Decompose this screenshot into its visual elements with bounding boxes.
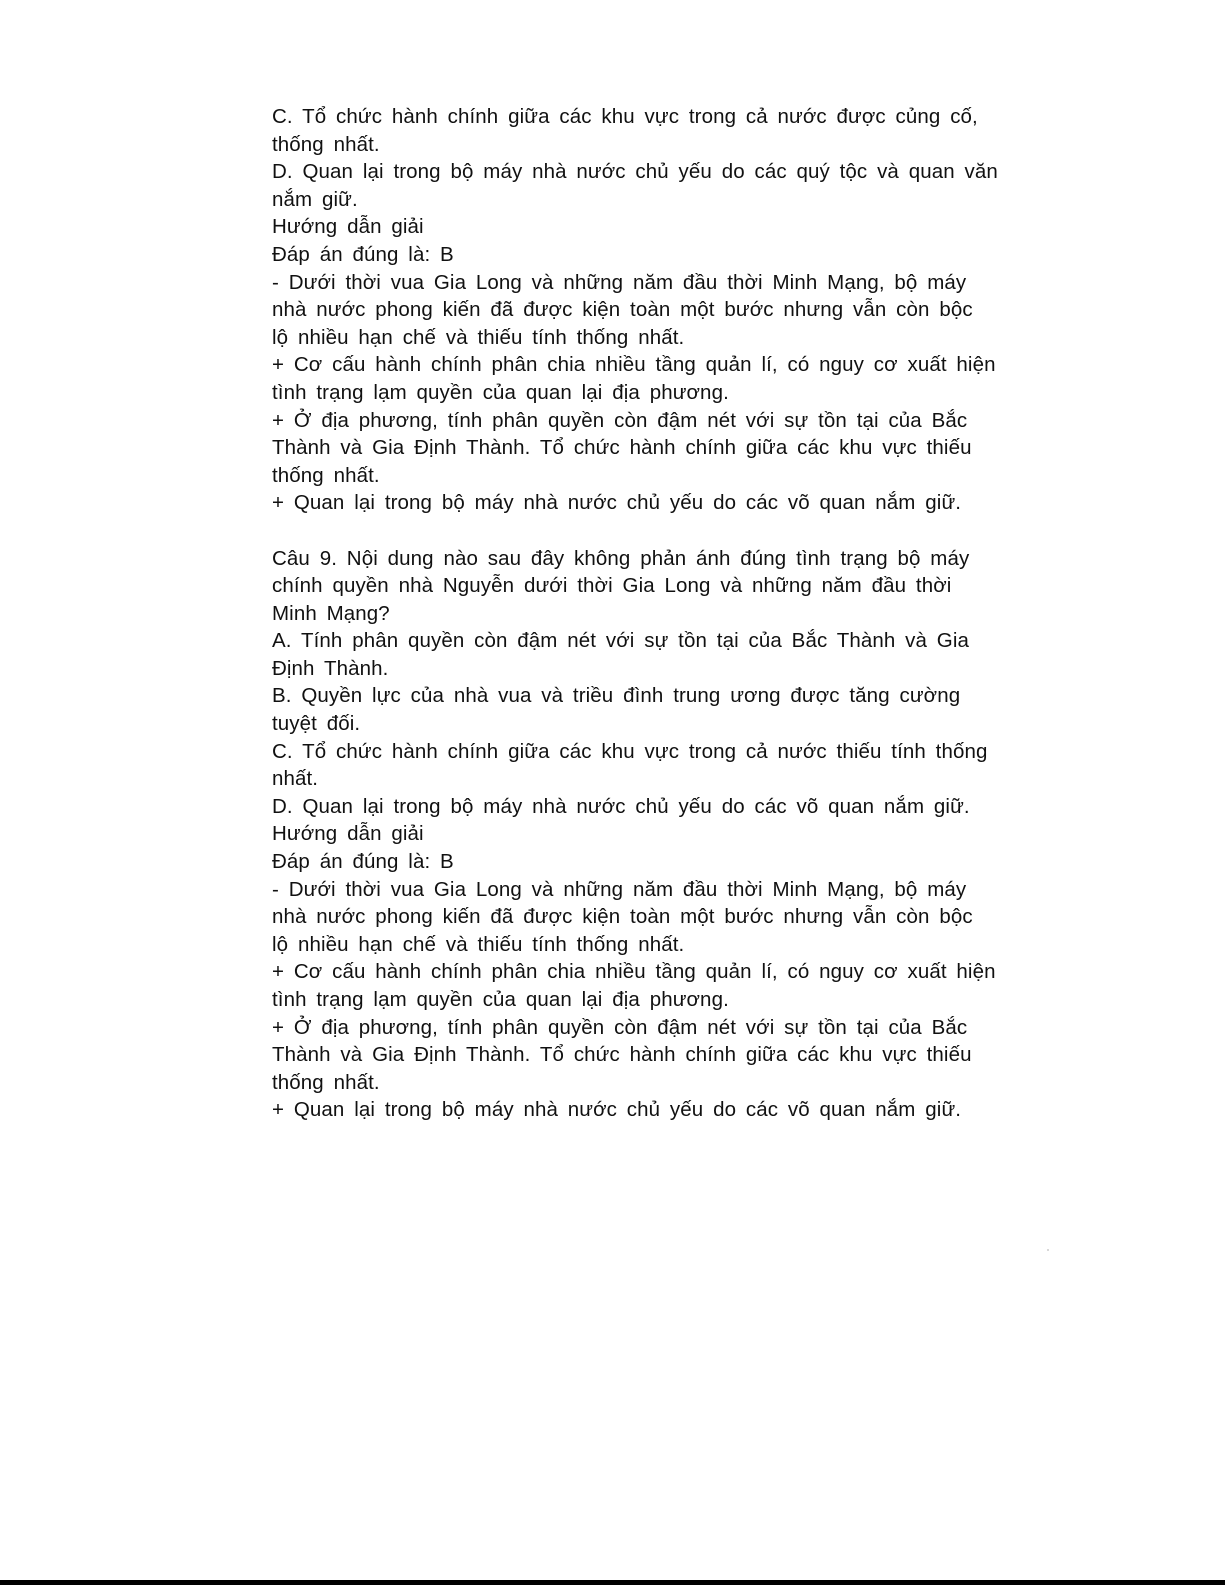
explanation-line: + Cơ cấu hành chính phân chia nhiều tầng quản lí, có nguy cơ xuất hiện [272,353,996,377]
question-9-block [272,545,1052,1124]
explanation-line: Thành và Gia Định Thành. Tổ chức hành chính giữa các khu vực thiếu [272,1043,972,1067]
answer-block-previous-question [272,103,1052,517]
option-c-line-cont: nhất. [272,767,319,791]
explanation-line: - Dưới thời vua Gia Long và những năm đầu thời Minh Mạng, bộ máy [272,877,967,901]
question-9-text: Câu 9. Nội dung nào sau đây không phản ánh đúng tình trạng bộ máy [272,546,970,570]
option-d-line: D. Quan lại trong bộ máy nhà nước chủ yếu do các võ quan nắm giữ. [272,794,970,818]
explanation-line: + Quan lại trong bộ máy nhà nước chủ yếu do các võ quan nắm giữ. [272,491,962,515]
explanation-line: + Ở địa phương, tính phân quyền còn đậm nét với sự tồn tại của Bắc [272,1015,968,1039]
correct-answer: Đáp án đúng là: B [272,850,454,874]
explanation-line: + Quan lại trong bộ máy nhà nước chủ yếu do các võ quan nắm giữ. [272,1098,962,1122]
explanation-line: tình trạng lạm quyền của quan lại địa phương. [272,988,729,1011]
solution-heading: Hướng dẫn giải [272,215,424,239]
document-body [272,103,1052,1124]
option-b-line: B. Quyền lực của nhà vua và triều đình trung ương được tăng cường [272,684,961,708]
explanation-line: + Cơ cấu hành chính phân chia nhiều tầng quản lí, có nguy cơ xuất hiện [272,960,996,984]
solution-heading: Hướng dẫn giải [272,822,424,846]
explanation-line: + Ở địa phương, tính phân quyền còn đậm nét với sự tồn tại của Bắc [272,408,968,432]
question-9-text-cont: chính quyền nhà Nguyễn dưới thời Gia Long và những năm đầu thời [272,574,952,598]
option-a-line: A. Tính phân quyền còn đậm nét với sự tồn tại của Bắc Thành và Gia [272,629,969,653]
page-bottom-edge [0,1580,1225,1585]
option-c-line: C. Tổ chức hành chính giữa các khu vực trong cả nước được củng cố, [272,105,978,128]
explanation-line: lộ nhiều hạn chế và thiếu tính thống nhất. [272,325,685,349]
option-c-line: C. Tổ chức hành chính giữa các khu vực trong cả nước thiếu tính thống [272,739,988,763]
option-c-line-cont: thống nhất. [272,132,380,156]
question-9-text-cont: Minh Mạng? [272,601,390,625]
option-d-line: D. Quan lại trong bộ máy nhà nước chủ yếu do các quý tộc và quan văn [272,160,998,184]
option-b-line-cont: tuyệt đối. [272,712,361,736]
explanation-line: nhà nước phong kiến đã được kiện toàn một bước nhưng vẫn còn bộc [272,298,973,322]
explanation-line: lộ nhiều hạn chế và thiếu tính thống nhất. [272,932,685,956]
option-a-line-cont: Định Thành. [272,656,389,680]
explanation-line: tình trạng lạm quyền của quan lại địa phương. [272,380,729,404]
option-d-line-cont: nắm giữ. [272,187,358,211]
correct-answer: Đáp án đúng là: B [272,242,454,266]
explanation-line: nhà nước phong kiến đã được kiện toàn một bước nhưng vẫn còn bộc [272,905,973,929]
section-spacer [272,517,1052,545]
scan-speck [1047,1249,1049,1251]
explanation-line: thống nhất. [272,1070,380,1094]
explanation-line: - Dưới thời vua Gia Long và những năm đầu thời Minh Mạng, bộ máy [272,270,967,294]
explanation-line: thống nhất. [272,463,380,487]
explanation-line: Thành và Gia Định Thành. Tổ chức hành chính giữa các khu vực thiếu [272,436,972,460]
